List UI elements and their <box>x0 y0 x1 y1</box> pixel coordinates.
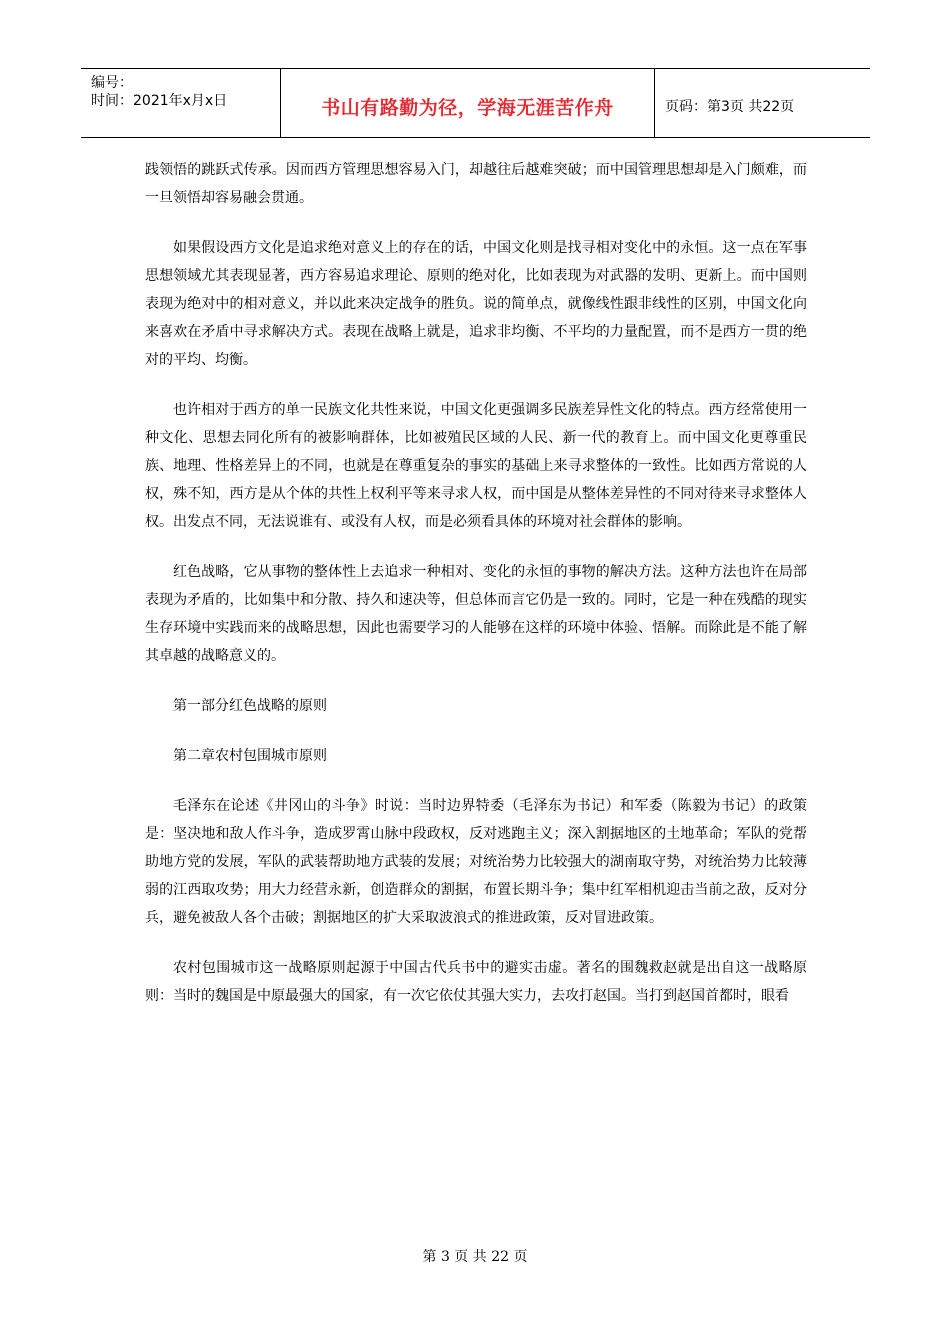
body-paragraph: 也许相对于西方的单一民族文化共性来说，中国文化更强调多民族差异性文化的特点。西方经常使用一种文化、思想去同化所有的被影响群体，比如被殖民区域的人民、新一代的教育上。而中国文化更尊重民族、地理、性格差异上的不同，也就是在尊重复杂的事实的基础上来寻求整体的一致性。比如西方常说的人权，殊不知，西方是从个体的共性上权利平等来寻求人权，而中国是从整体差异性的不同对待来寻求整体人权。出发点不同，无法说谁有、或没有人权，而是必须看具体的环境对社会群体的影响。 <box>145 402 807 530</box>
number-label: 编号： <box>91 75 133 91</box>
page-footer: 第 3 页 共 22 页 <box>422 1249 528 1265</box>
document-header <box>81 68 870 138</box>
body-paragraph: 如果假设西方文化是追求绝对意义上的存在的话，中国文化则是找寻相对变化中的永恒。这一点在军事思想领域尤其表现显著，西方容易追求理论、原则的绝对化，比如表现为对武器的发明、更新上。而中国则表现为绝对中的相对意义，并以此来决定战争的胜负。说的简单点，就像线性跟非线性的区别，中国文化向来喜欢在矛盾中寻求解决方式。表现在战略上就是，追求非均衡、不平均的力量配置，而不是西方一贯的绝对的平均、均衡。 <box>145 240 807 368</box>
body-paragraph: 农村包围城市这一战略原则起源于中国古代兵书中的避实击虚。著名的围魏救赵就是出自这一战略原则：当时的魏国是中原最强大的国家，有一次它依仗其强大实力，去攻打赵国。当打到赵国首都时，眼看 <box>145 960 807 1004</box>
time-label: 时间：2021年x月x日 <box>91 93 228 109</box>
document-body <box>145 156 807 1032</box>
header-page-info: 页码：第3页 共22页 <box>665 99 795 115</box>
body-paragraph: 践领悟的跳跃式传承。因而西方管理思想容易入门，却越往后越难突破；而中国管理思想却是入门颇难，而一旦领悟却容易融会贯通。 <box>145 162 807 206</box>
header-motto-cell <box>281 69 655 137</box>
body-paragraph: 红色战略，它从事物的整体性上去追求一种相对、变化的永恒的事物的解决方法。这种方法也许在局部表现为矛盾的，比如集中和分散、持久和速决等，但总体而言它仍是一致的。同时，它是一种在残酷的现实生存环境中实践而来的战略思想，因此也需要学习的人能够在这样的环境中体验、悟解。而除此是不能了解其卓越的战略意义的。 <box>145 564 807 664</box>
header-page-info-cell <box>655 69 870 137</box>
body-paragraph: 毛泽东在论述《井冈山的斗争》时说：当时边界特委（毛泽东为书记）和军委（陈毅为书记）的政策是：坚决地和敌人作斗争，造成罗霄山脉中段政权，反对逃跑主义；深入割据地区的土地革命；军队的党帮助地方党的发展，军队的武装帮助地方武装的发展；对统治势力比较强大的湖南取守势，对统治势力比较薄弱的江西取攻势；用大力经营永新，创造群众的割据，布置长期斗争；集中红军相机迎击当前之敌，反对分兵，避免被敌人各个击破；割据地区的扩大采取波浪式的推进政策，反对冒进政策。 <box>145 798 807 926</box>
header-meta <box>81 69 281 137</box>
section-heading: 第一部分红色战略的原则 <box>173 698 327 714</box>
chapter-heading: 第二章农村包围城市原则 <box>173 748 327 764</box>
header-motto: 书山有路勤为径，学海无涯苦作舟 <box>321 96 614 119</box>
